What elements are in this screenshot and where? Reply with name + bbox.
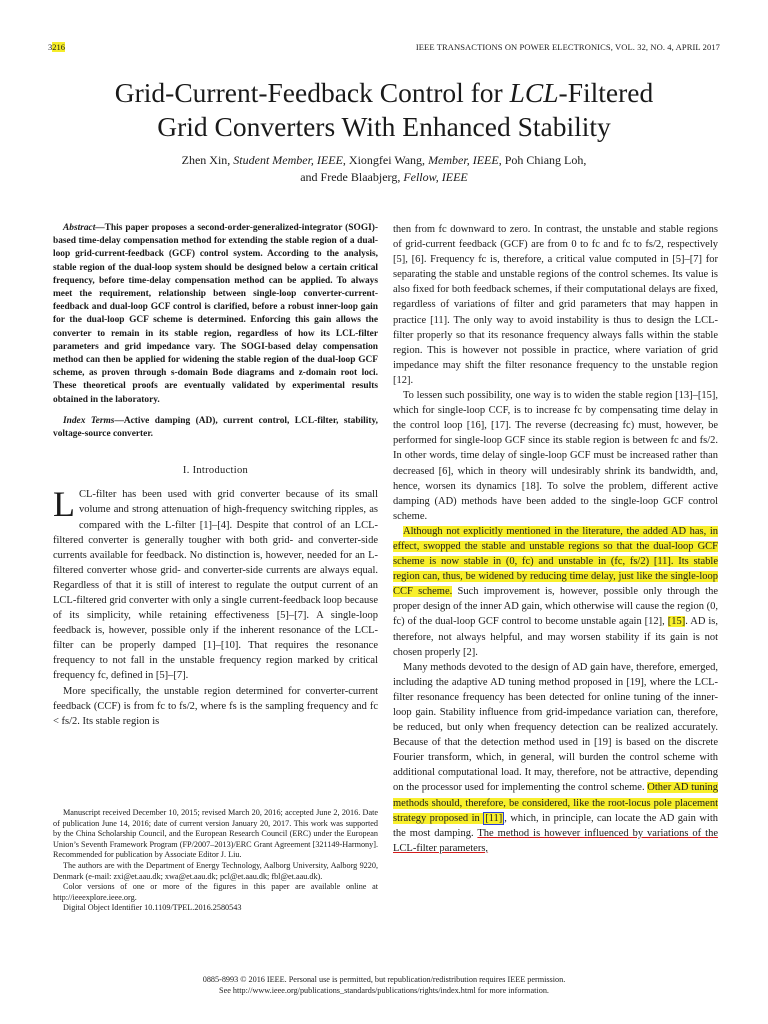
title-line1-b: LCL [509,77,559,108]
title-line1-a: Grid-Current-Feedback Control for [114,77,510,108]
author-4-role: Fellow, IEEE [403,170,468,184]
author-3: , Poh Chiang Loh, [498,153,587,167]
author-4: and Frede Blaabjerg, [300,170,404,184]
page-number-prefix: 3 [48,42,53,52]
right-paragraph-3-b: . AD is, therefore, not always helpful, and may worsen stability if its gain is not chosen properly [2]. [393,616,718,658]
footnote-affiliation: The authors are with the Department of Energy Technology, Aalborg University, Aalborg 9220, Denmark (e-mail: zxi@et.aau.dk; xwa@et.aau.dk; pcl@et.aau.dk; fbl@et.aau.dk). [53,860,378,881]
author-2: , Xiongfei Wang, [342,153,429,167]
right-column [393,222,718,856]
highlighted-citation: [15] [667,616,686,628]
right-paragraph-3 [393,524,718,660]
right-paragraph-3-a: Such improvement is, however, possible only through the proper design of the inner AD gain, which otherwise will cause the region (0, fc) of the dual-loop GCF control to become unstable again [12], [393,586,718,628]
page-number-highlight: 216 [52,42,65,52]
index-terms-lead: Index Terms [63,415,115,426]
title-line2: Grid Converters With Enhanced Stability [157,111,611,142]
abstract-text: —This paper proposes a second-order-generalized-integrator (SOGI)-based time-delay compensation method for extending the stable region of a dual-loop grid-current-feedback (GCF) control system. According to the analysis, stable region of the dual-loop system should be designed below a certain critical frequency, before time-delay compensation method can be applied. To always meet the requirement, relationship between single-loop converter-current-feedback and dual-loop GCF control is clarified, before a robust inner-loop gain for the dual-loop GCF scheme is determined. Enforcing this gain allows the converter to remain in its stable region, regardless of how its LCL-filter parameters and grid impedance vary. The SOGI-based delay compensation method can then be applied for widening the stable region of the dual-loop GCF scheme, as proven through s-domain Bode diagrams and z-domain root loci. These theoretical proofs are eventually validated by experimental results obtained in the laboratory. [53,223,378,405]
footnote-doi: Digital Object Identifier 10.1109/TPEL.2016.2580543 [63,903,242,913]
footnote-color: Color versions of one or more of the figures in this paper are available online at http://ieeexplore.ieee.org. [53,882,378,902]
citation-link-box[interactable]: [11] [485,812,503,824]
abstract [53,222,378,407]
right-paragraph-4 [393,660,718,856]
index-terms-text: —Active damping (AD), current control, LCL-filter, stability, voltage-source converter. [53,415,378,440]
left-column [53,222,378,729]
highlighted-passage-2: Other AD tuning methods should, therefore, be considered, like the root-locus pole placement strategy proposed in [393,782,719,824]
intro-paragraph-1-text: CL-filter has been used with grid converter because of its small volume and strong attenuation of high-frequency switching ripples, as compared with the L-filter [1]–[4]. Despite that control of an LCL-filtered converter is generally tougher with both grid- and converter-side currents available for feedback. No distinction is, however, needed for an L-filtered converter whose grid- and converter-side currents are always equal. Regardless of that it is still of interest to regulate the output current of an LCL-filtered grid converter with only a single current-feedback loop because of its simplicity, while retaining effectiveness [5]–[7]. A single-loop feedback is, however, possible only if the inherent resonance of the LCL-filter can be properly damped [1]–[10]. That requires the resonance frequency to not fall in the unstable frequency region marked by critical frequency fc, defined in [5]–[7]. [53,489,378,682]
author-2-role: Member, IEEE [428,153,499,167]
section-heading: I. Introduction [182,465,249,477]
intro-paragraph-1 [53,484,378,683]
page-number [48,42,65,52]
footnote-manuscript: Manuscript received December 10, 2015; revised March 20, 2016; accepted June 2, 2016. Date of publication June 14, 2016; date of current version January 20, 2017. This work was supported by the China Scholarship Council, and the European Research Council (ERC) under the European Union’s Seventh Framework Program (FP/2007–2013)/ERC Grant Agreement [321149-Harmony]. Recommended for publication by Associate Editor J. Liu. [53,808,378,860]
author-1: Zhen Xin, [181,153,234,167]
right-paragraph-4-a: Many methods devoted to the design of AD gain have, therefore, emerged, including the adaptive AD tuning method proposed in [19], where the LCL-filter resonance frequency has been detected for online tuning of the inner-loop gain. Stability influence from grid-impedance variation can, therefore, be reduced, but only when frequency detection can be realized accurately. Because of that the detection method used in [19] is based on the discrete Fourier transform, which, in general, will burden the control scheme with additional computational load. It may, therefore, not be attractive, depending on the processor used for implementing the control scheme. [393,661,718,794]
author-list [48,152,720,186]
drop-cap: L [53,484,75,525]
highlighted-passage: Although not explicitly mentioned in the literature, the added AD has, in effect, swopped the stable and unstable regions so that the dual-loop GCF scheme is now stable in (0, fc) and unstable in (fc, fs/2) [11]. Its stable region can, thus, be widened by reducing time delay, just like the single-loop CCF scheme. [393,525,718,598]
intro-paragraph-2: More specifically, the unstable region determined for converter-current feedback (CCF) is from fc to fs/2, where fs is the sampling frequency and fc < fs/2. Its stable region is [53,685,378,727]
right-paragraph-4-b: , which, in principle, can locate the AD gain with the most damping. [393,812,718,839]
title-line1-c: -Filtered [558,77,654,108]
right-paragraph-2: To lessen such possibility, one way is to widen the stable region [13]–[15], which for single-loop CCF, is to increase fc by compensating time delay in the control loop [16], [17]. The reverse (decreasing fc) must, however, be performed for single-loop GCF since its stable region is between fc and fs/2. In other words, time delay of single-loop GCF must be increased rather than decreased [6], which in theory will undesirably shrink its bandwidth, and, hence, worsen its dynamics [18]. To solve the problem, different active damping (AD) methods have been added to the single-loop GCF control scheme. [393,390,718,522]
author-1-role: Student Member, IEEE [233,153,343,167]
index-terms [53,415,378,441]
copyright-line-2: See http://www.ieee.org/publications_standards/publications/rights/index.html for more information. [219,986,549,995]
abstract-lead: Abstract [63,223,96,233]
footnote [53,808,378,914]
underlined-passage: The method is however influenced by variations of the LCL-filter parameters, [393,827,718,854]
copyright-notice [48,974,720,996]
running-header: IEEE TRANSACTIONS ON POWER ELECTRONICS, VOL. 32, NO. 4, APRIL 2017 [415,42,720,52]
copyright-line-1: 0885-8993 © 2016 IEEE. Personal use is permitted, but republication/redistribution requires IEEE permission. [202,975,566,984]
paper-title [48,76,720,144]
right-paragraph-1: then from fc downward to zero. In contrast, the unstable and stable regions of grid-current feedback (GCF) are from 0 to fc and fc to fs/2, respectively [5], [6]. Frequency fc is, therefore, a critical value computed in [5]–[7] for separating the stable and unstable regions of the control schemes. Its value is also fixed for both feedback schemes, if their computational delays are fixed, regardless of variations of filter and grid parameters that may happen in practice [11]. The only way to avoid instability is thus to design the LCL-filter properly so that its resonance frequency always falls within the stable region. This is however not possible in practice, where variation of grid impedance may shift the filter resonance frequency to the unstable region [12]. [393,224,718,386]
